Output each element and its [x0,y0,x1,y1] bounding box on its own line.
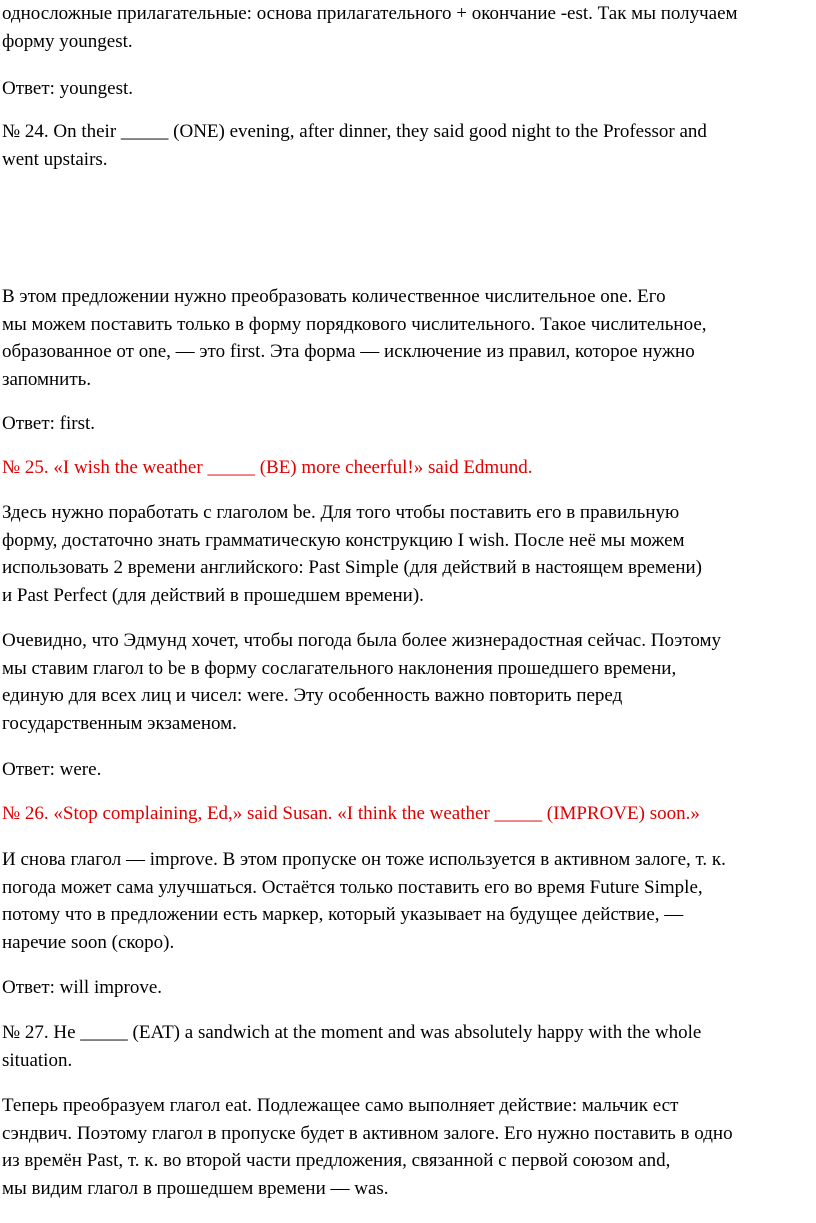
explanation-24: В этом предложении нужно преобразовать количественное числительное one. Его мы можем поставить только в форму порядкового числительного. Такое числительное, образованное от one, — это first. Эта форма — исключение из правил, которое нужно запомнить. [2,286,707,390]
exercise-25: № 25. «I wish the weather _____ (BE) more cheerful!» said Edmund. [2,457,533,478]
answer-were: Ответ: were. [2,759,102,780]
answer-youngest: Ответ: youngest. [2,78,134,99]
explanation-27: Теперь преобразуем глагол eat. Подлежащее само выполняет действие: мальчик ест сэндвич. Поэтому глагол в пропуске будет в активном залоге. Его нужно поставить в одно из времён Past, т. к. во второй части предложения, связанной с первой союзом and, мы видим глагол в прошедшем времени — was. [2,1095,733,1199]
explanation-26: И снова глагол — improve. В этом пропуске он тоже используется в активном залоге, т. к. погода может сама улучшаться. Остаётся только поставить его во время Future Simple, потому что в предложении есть маркер, который указывает на будущее действие, — наречие soon (скоро). [2,849,726,953]
explanation-25-part1: Здесь нужно поработать с глаголом be. Для того чтобы поставить его в правильную форму, достаточно знать грамматическую конструкцию I wish. После неё мы можем использовать 2 времени английского: Past Simple (для действий в настоящем времени) и Past Perfect (для действий в прошедшем времени). [2,502,703,606]
paragraph-adjective-rule: односложные прилагательные: основа прилагательного + окончание -est. Так мы получаем форму youngest. [2,3,738,52]
exercise-27: № 27. He _____ (EAT) a sandwich at the moment and was absolutely happy with the whole situation. [2,1022,702,1071]
answer-first: Ответ: first. [2,413,96,434]
exercise-26: № 26. «Stop complaining, Ed,» said Susan. «I think the weather _____ (IMPROVE) soon.» [2,803,700,824]
explanation-25-part2: Очевидно, что Эдмунд хочет, чтобы погода была более жизнерадостная сейчас. Поэтому мы ставим глагол to be в форму сослагательного наклонения прошедшего времени, единую для всех лиц и чисел: were. Эту особенность важно повторить перед государственным экзаменом. [2,630,722,734]
answer-will-improve: Ответ: will improve. [2,977,163,998]
exercise-24: № 24. On their _____ (ONE) evening, after dinner, they said good night to the Professor and went upstairs. [2,121,707,170]
